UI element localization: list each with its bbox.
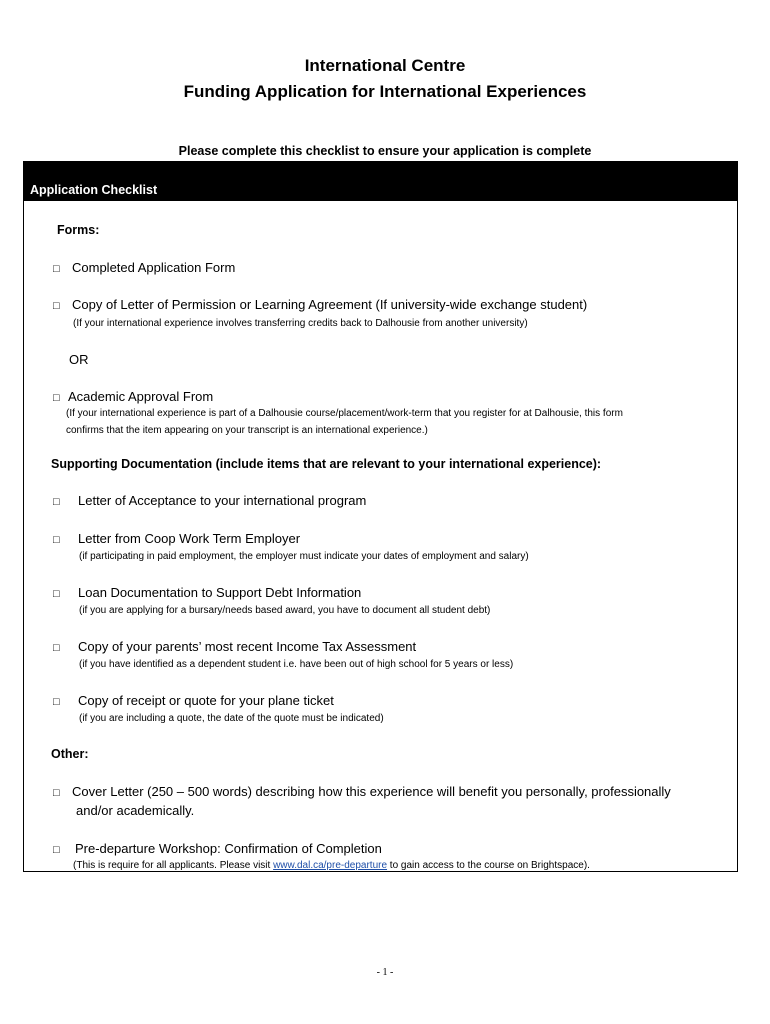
or-separator: OR [69,352,89,367]
supporting-item-plane-ticket-note: (if you are including a quote, the date of the quote must be indicated) [79,713,384,724]
checkbox-icon[interactable]: □ [53,496,60,508]
pre-departure-link[interactable]: www.dal.ca/pre-departure [273,860,388,871]
other-item-cover-letter-line-2: and/or academically. [76,803,195,818]
application-checklist-box [23,161,738,872]
checkbox-icon[interactable]: □ [53,588,60,600]
supporting-item-plane-ticket: Copy of receipt or quote for your plane ticket [78,693,334,708]
checkbox-icon[interactable]: □ [53,534,60,546]
forms-item-academic-approval-note-1: (If your international experience is part of a Dalhousie course/placement/work-term that you register for at Dalhousie, this form [66,408,623,419]
checkbox-icon[interactable]: □ [53,696,60,708]
forms-item-letter-of-permission: Copy of Letter of Permission or Learning Agreement (If university-wide exchange student) [72,297,588,312]
checkbox-icon[interactable]: □ [53,300,60,312]
checkbox-icon[interactable]: □ [53,392,60,404]
page-number: - 1 - [376,967,394,978]
other-item-cover-letter-line-1: Cover Letter (250 – 500 words) describing how this experience will benefit you personally, professionally [72,784,671,799]
supporting-item-acceptance-letter: Letter of Acceptance to your international program [78,493,367,508]
checklist-header-bar [24,162,737,201]
checklist-heading: Application Checklist [30,183,158,197]
checkbox-icon[interactable]: □ [53,844,60,856]
supporting-item-coop-letter-note: (if participating in paid employment, the employer must indicate your dates of employment and salary) [79,551,529,562]
forms-item-academic-approval-note-2: confirms that the item appearing on your transcript is an international experience.) [66,425,428,436]
instruction-text: Please complete this checklist to ensure your application is complete [178,144,592,158]
pre-departure-note-text-end: to gain access to the course on Brightspace). [387,860,590,871]
other-item-pre-departure-note [73,860,590,871]
forms-item-academic-approval: Academic Approval From [68,389,214,404]
supporting-docs-heading: Supporting Documentation (include items that are relevant to your international experience): [51,457,602,471]
checkbox-icon[interactable]: □ [53,263,60,275]
forms-item-application-form: Completed Application Form [72,260,236,275]
checkbox-icon[interactable]: □ [53,787,60,799]
forms-item-letter-of-permission-note: (If your international experience involves transferring credits back to Dalhousie from another university) [73,318,528,329]
other-item-pre-departure: Pre-departure Workshop: Confirmation of Completion [75,841,382,856]
supporting-item-tax-assessment-note: (if you have identified as a dependent student i.e. have been out of high school for 5 years or less) [79,659,514,670]
pre-departure-note-text: (This is require for all applicants. Please visit [73,860,274,871]
supporting-item-loan-documentation: Loan Documentation to Support Debt Information [78,585,362,600]
document-subtitle: Funding Application for International Experiences [183,82,587,101]
checkbox-icon[interactable]: □ [53,642,60,654]
other-heading: Other: [51,747,89,761]
document-title: International Centre [304,56,466,75]
forms-heading: Forms: [57,223,100,237]
supporting-item-loan-documentation-note: (if you are applying for a bursary/needs based award, you have to document all student debt) [79,605,491,616]
supporting-item-coop-letter: Letter from Coop Work Term Employer [78,531,301,546]
supporting-item-tax-assessment: Copy of your parents’ most recent Income Tax Assessment [78,639,417,654]
